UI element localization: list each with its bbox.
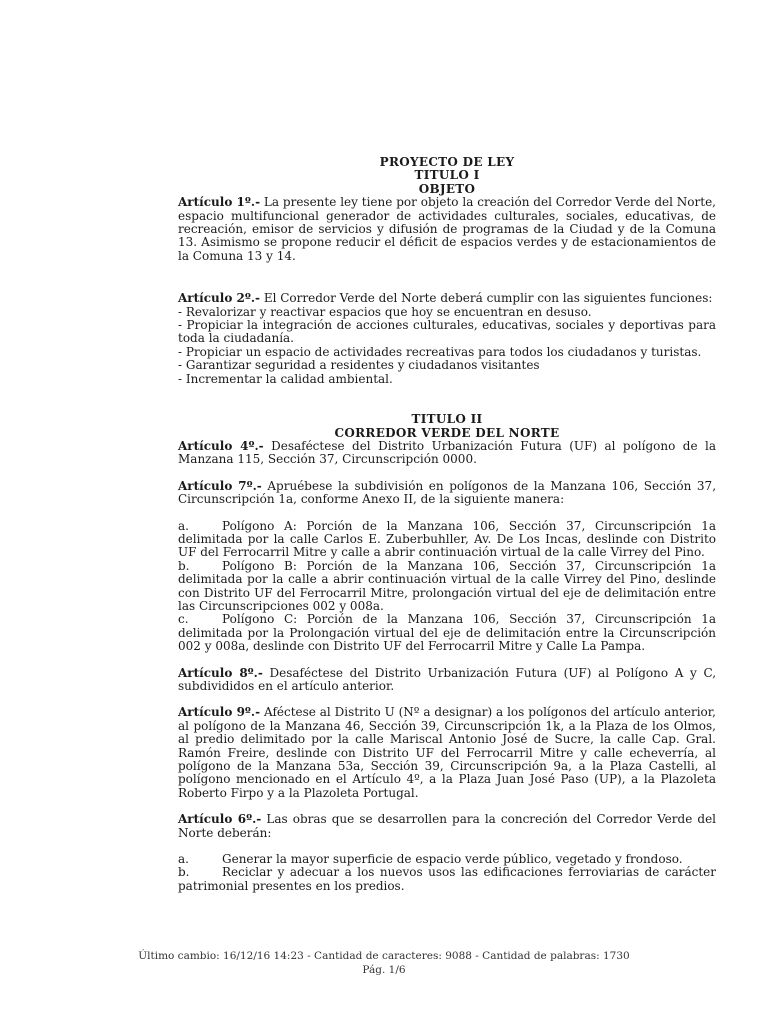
document-body: [178, 156, 716, 893]
article-8: [178, 667, 716, 694]
item-marker: a.: [178, 518, 189, 533]
article-7: [178, 480, 716, 507]
article-4-label: Artículo 4º.-: [178, 438, 264, 453]
item-text: Generar la mayor superficie de espacio verde público, vegetado y frondoso.: [222, 852, 683, 867]
document-stats: Último cambio: 16/12/16 14:23 - Cantidad de caracteres: 9088 - Cantidad de palabras: 1730: [138, 950, 630, 962]
article-6-text: Las obras que se desarrollen para la concreción del Corredor Verde del Norte deberán:: [178, 812, 717, 840]
article-2-bullet: - Incrementar la calidad ambiental.: [178, 371, 393, 386]
article-7-label: Artículo 7º.-: [178, 478, 262, 493]
bill-title: PROYECTO DE LEY: [379, 155, 515, 169]
item-marker: b.: [178, 865, 190, 880]
title-two: TITULO II: [411, 412, 483, 427]
item-marker: c.: [178, 612, 189, 627]
article-7-item: [178, 613, 716, 653]
article-7-item: [178, 560, 716, 614]
article-8-text: Desaféctese del Distrito Urbanización Futura (UF) al Polígono A y C, subdivididos en el artículo anterior.: [178, 665, 717, 693]
article-8-label: Artículo 8º.-: [178, 665, 263, 680]
page-number: Pág. 1/6: [362, 964, 406, 976]
item-marker: b.: [178, 558, 190, 573]
article-4-text: Desaféctese del Distrito Urbanización Futura (UF) al polígono de la Manzana 115, Sección 37, Circunscripción 0000.: [178, 438, 717, 467]
page-footer: [0, 949, 768, 977]
item-text: Reciclar y adecuar a los nuevos usos las edificaciones ferroviarias de carácter patrimonial presentes en los predios.: [178, 865, 716, 893]
article-9-text: Aféctese al Distrito U (Nº a designar) a los polígonos del artículo anterior, al polígono de la Manzana 46, Sección 39, Circunscripción 1k, a la Plaza de los Olmos, al predio delimitado por la calle Mariscal Antonio José de Sucre, la calle Cap. Gral. Ramón Freire, deslinde con Distrito UF del Ferrocarril Mitre y calle echeverría, al polígono de la Manzana 53a, Sección 39, Circunscripción 9a, a la Plaza Castelli, al polígono mencionado en el Artículo 4º, a la Plaza Juan José Paso (UP), a la Plazoleta Roberto Firpo y a la Plazoleta Portugal.: [178, 705, 716, 800]
article-2-bullet: - Propiciar un espacio de actividades recreativas para todos los ciudadanos y turistas.: [178, 344, 702, 359]
item-text: Polígono A: Porción de la Manzana 106, Sección 37, Circunscripción 1a delimitada por la calle Carlos E. Zuberbuhller, Av. De Los Incas, deslinde con Distrito UF del Ferrocarril Mitre y calle a abrir continuación virtual de la calle Virrey del Pino.: [178, 518, 716, 560]
article-6-item: [178, 853, 716, 866]
article-2-bullet: - Revalorizar y reactivar espacios que hoy se encuentran en desuso.: [178, 304, 592, 319]
article-9-label: Artículo 9º.-: [178, 705, 261, 720]
item-marker: a.: [178, 852, 189, 867]
title-one: TITULO I: [414, 168, 480, 183]
article-9: [178, 706, 716, 800]
article-6-label: Artículo 6º.-: [178, 812, 262, 827]
section-corredor: CORREDOR VERDE DEL NORTE: [334, 425, 560, 440]
article-4: [178, 440, 716, 467]
article-7-text: Apruébese la subdivisión en polígonos de la Manzana 106, Sección 37, Circunscripción 1a, conforme Anexo II, de la siguiente manera:: [178, 478, 717, 507]
article-2-bullet: - Propiciar la integración de acciones culturales, educativas, sociales y deportivas para toda la ciudadanía.: [178, 318, 716, 346]
article-1-text: La presente ley tiene por objeto la creación del Corredor Verde del Norte, espacio multifuncional generador de actividades culturales, sociales, educativas, de recreación, emisor de servicios y difusión de programas de la Ciudad y de la Comuna 13. Asimismo se propone reducir el déficit de espacios verdes y de estacionamientos de la Comuna 13 y 14.: [178, 195, 716, 263]
article-2-label: Artículo 2º.-: [178, 291, 261, 306]
article-1: [178, 196, 716, 263]
item-text: Polígono C: Porción de la Manzana 106, Sección 37, Circunscripción 1a delimitada por la Prolongación virtual del eje de delimitación entre la Circunscripción 002 y 008a, deslinde con Distrito UF del Ferrocarril Mitre y Calle La Pampa.: [178, 612, 716, 654]
article-6: [178, 813, 716, 840]
article-2-bullet: - Garantizar seguridad a residentes y ciudadanos visitantes: [178, 358, 540, 373]
article-6-item: [178, 866, 716, 893]
section-objeto: OBJETO: [418, 181, 476, 196]
article-2: [178, 292, 716, 305]
article-7-item: [178, 520, 716, 560]
item-text: Polígono B: Porción de la Manzana 106, Sección 37, Circunscripción 1a delimitada por la calle a abrir continuación virtual de la calle Virrey del Pino, deslinde con Distrito UF del Ferrocarril Mitre, prolongación virtual del eje de delimitación entre las Circunscripciones 002 y 008a.: [178, 558, 716, 613]
article-1-label: Artículo 1º.-: [178, 195, 261, 210]
article-2-text: El Corredor Verde del Norte deberá cumplir con las siguientes funciones:: [260, 291, 713, 306]
